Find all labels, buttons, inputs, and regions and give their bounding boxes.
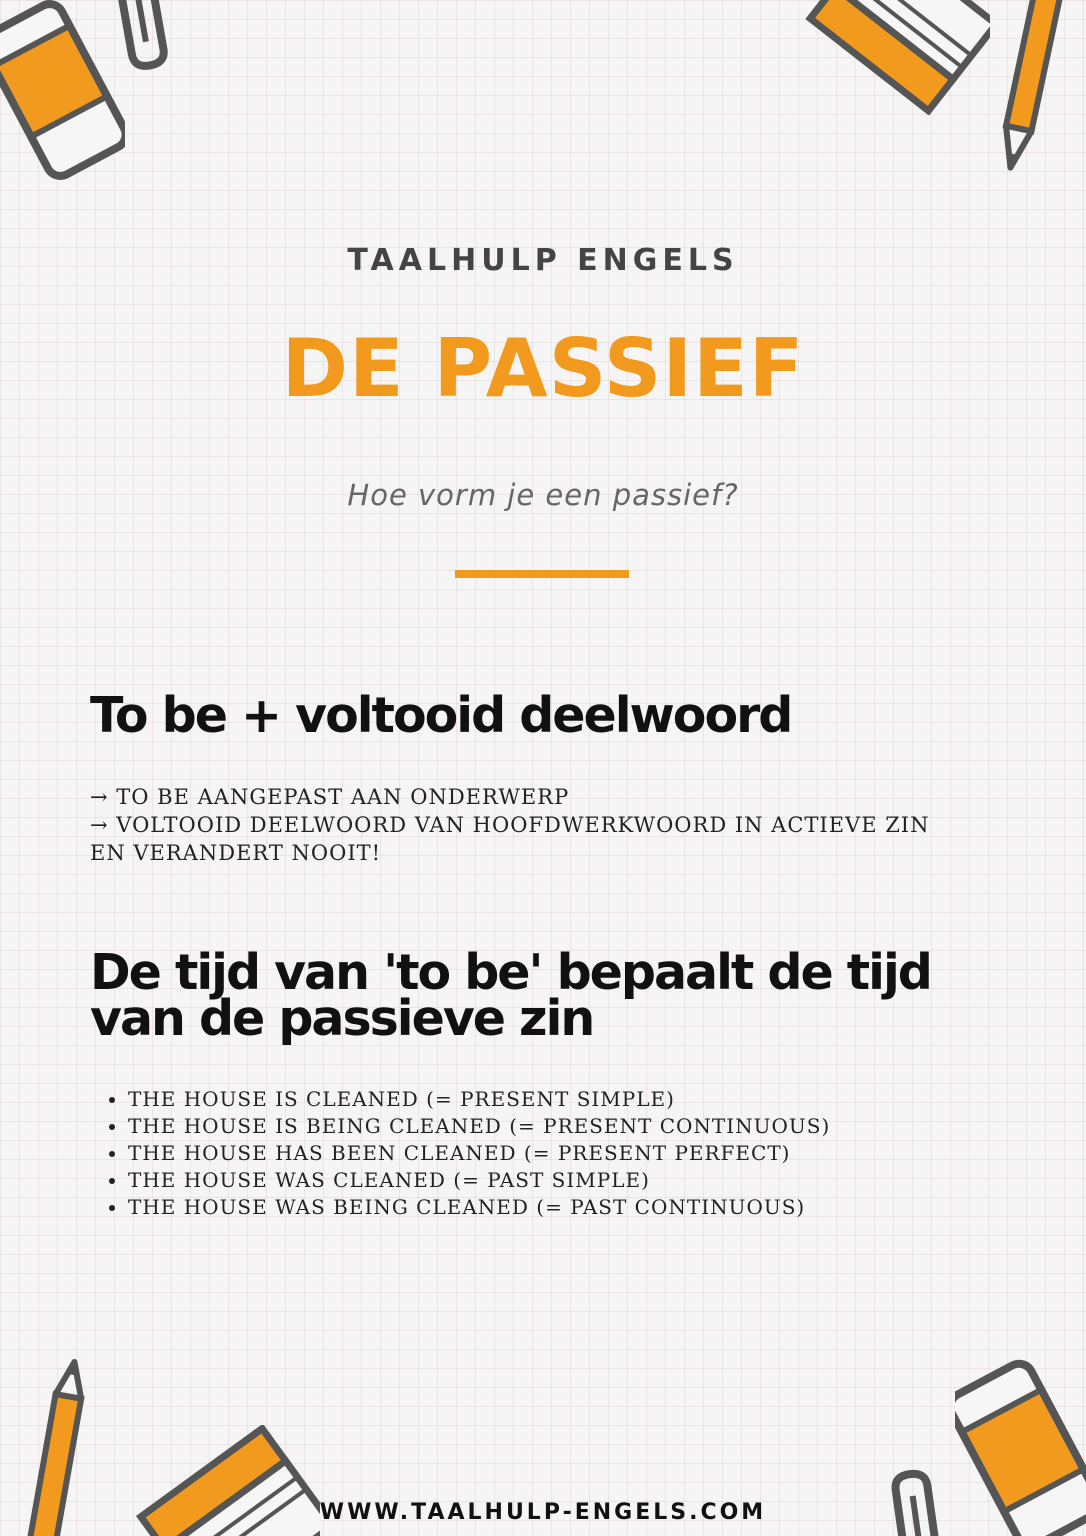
list-item: • THE HOUSE IS BEING CLEANED (= PRESENT CONTINUOUS) [128, 1113, 830, 1140]
explanation-line: → VOLTOOID DEELWOORD VAN HOOFDWERKWOORD IN ACTIEVE ZIN [90, 813, 930, 837]
explanation-line: EN VERANDERT NOOIT! [90, 841, 382, 865]
heading-line: De tijd van 'to be' bepaalt de tijd [90, 944, 931, 1001]
page-title: DE PASSIEF [281, 322, 805, 415]
heading-line: van de passieve zin [90, 990, 594, 1047]
section-heading-formula: To be + voltooid deelwoord [90, 687, 792, 744]
examples-list [90, 1086, 830, 1221]
pencil-icon [990, 0, 1070, 185]
notebook-icon [790, 0, 990, 115]
list-item: • THE HOUSE HAS BEEN CLEANED (= PRESENT PERFECT) [128, 1140, 830, 1167]
explanation-line: → TO BE AANGEPAST AAN ONDERWERP [90, 785, 570, 809]
title-divider [455, 570, 629, 578]
list-item: • THE HOUSE WAS BEING CLEANED (= PAST CONTINUOUS) [128, 1194, 830, 1221]
paperclip-icon [110, 0, 200, 75]
section-heading-tense [90, 944, 1020, 1047]
brand-name: TAALHULP ENGELS [347, 243, 739, 278]
website-url: WWW.TAALHULP-ENGELS.COM [319, 1500, 767, 1525]
formula-explanation [90, 783, 1050, 867]
eraser-icon [0, 0, 125, 185]
page-subtitle: Hoe vorm je een passief? [347, 478, 739, 512]
list-item: • THE HOUSE IS CLEANED (= PRESENT SIMPLE) [128, 1086, 830, 1113]
list-item: • THE HOUSE WAS CLEANED (= PAST SIMPLE) [128, 1167, 830, 1194]
